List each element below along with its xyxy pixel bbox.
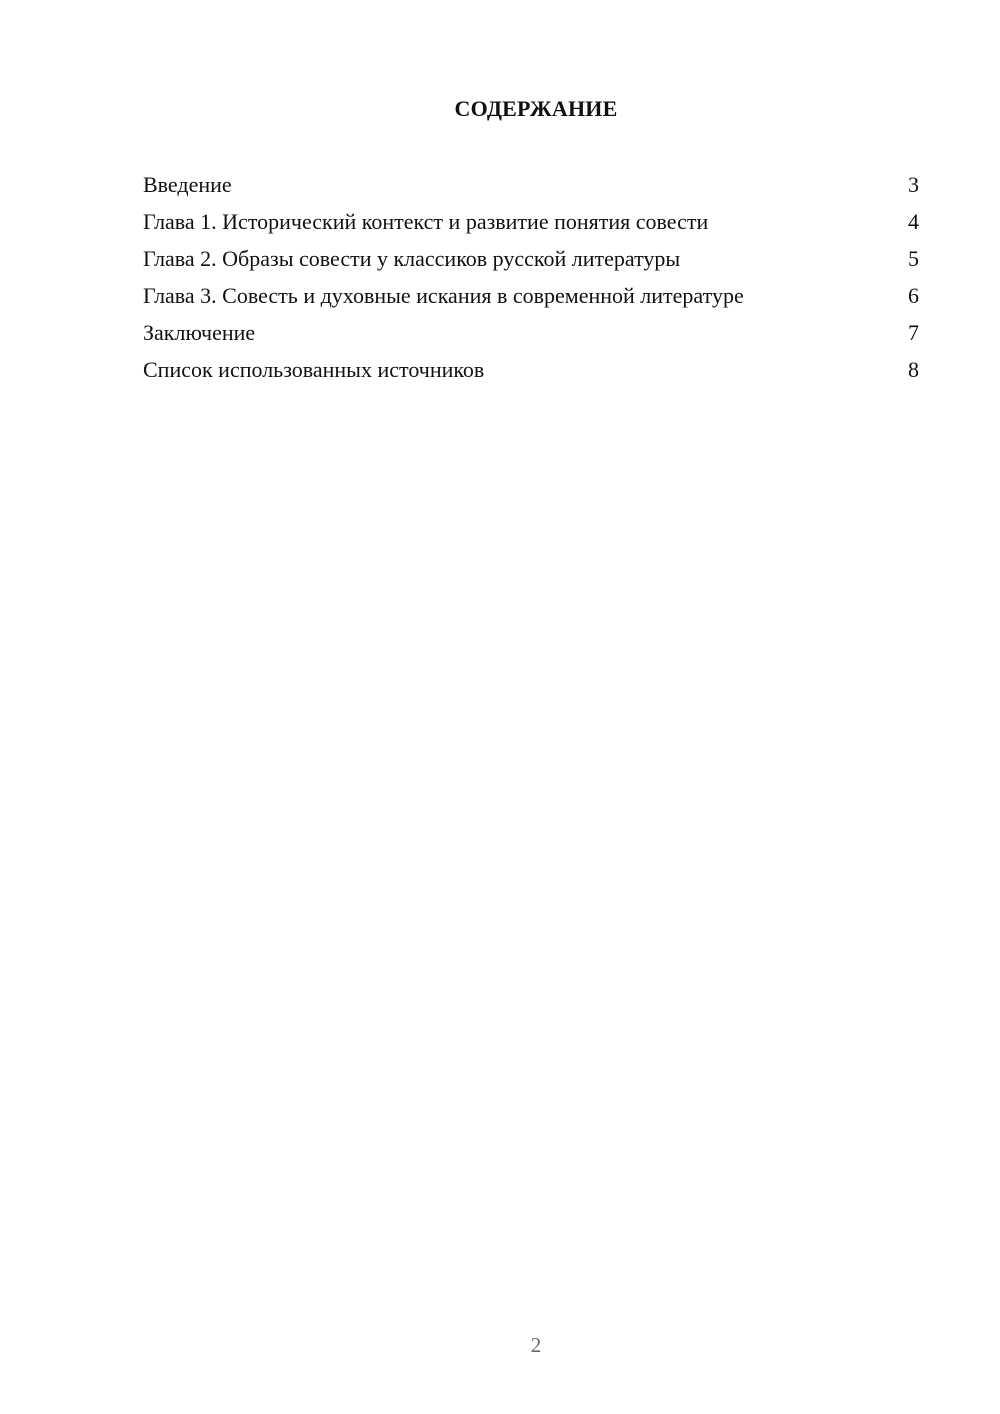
toc-heading: СОДЕРЖАНИЕ xyxy=(454,96,618,121)
toc-entry-title: Введение xyxy=(143,172,232,197)
toc-entry-title: Глава 2. Образы совести у классиков русской литературы xyxy=(143,246,681,271)
toc-entry-page: 6 xyxy=(908,283,919,308)
table-of-contents xyxy=(143,169,919,391)
toc-entry-title: Заключение xyxy=(143,320,256,345)
toc-entry-chapter-3 xyxy=(143,280,919,317)
toc-entry-title: Глава 3. Совесть и духовные искания в современной литературе xyxy=(143,283,744,308)
toc-entry-page: 4 xyxy=(908,209,919,234)
toc-entry-conclusion xyxy=(143,317,919,354)
toc-entry-page: 5 xyxy=(908,246,919,271)
toc-entry-page: 8 xyxy=(908,357,919,382)
toc-entry-references xyxy=(143,354,919,391)
page-number: 2 xyxy=(530,1333,542,1357)
toc-entry-introduction xyxy=(143,169,919,206)
toc-entry-page: 7 xyxy=(908,320,919,345)
toc-entry-page: 3 xyxy=(908,172,919,197)
toc-entry-chapter-1 xyxy=(143,206,919,243)
toc-entry-title: Список использованных источников xyxy=(143,357,485,382)
toc-entry-chapter-2 xyxy=(143,243,919,280)
toc-entry-title: Глава 1. Исторический контекст и развитие понятия совести xyxy=(143,209,709,234)
